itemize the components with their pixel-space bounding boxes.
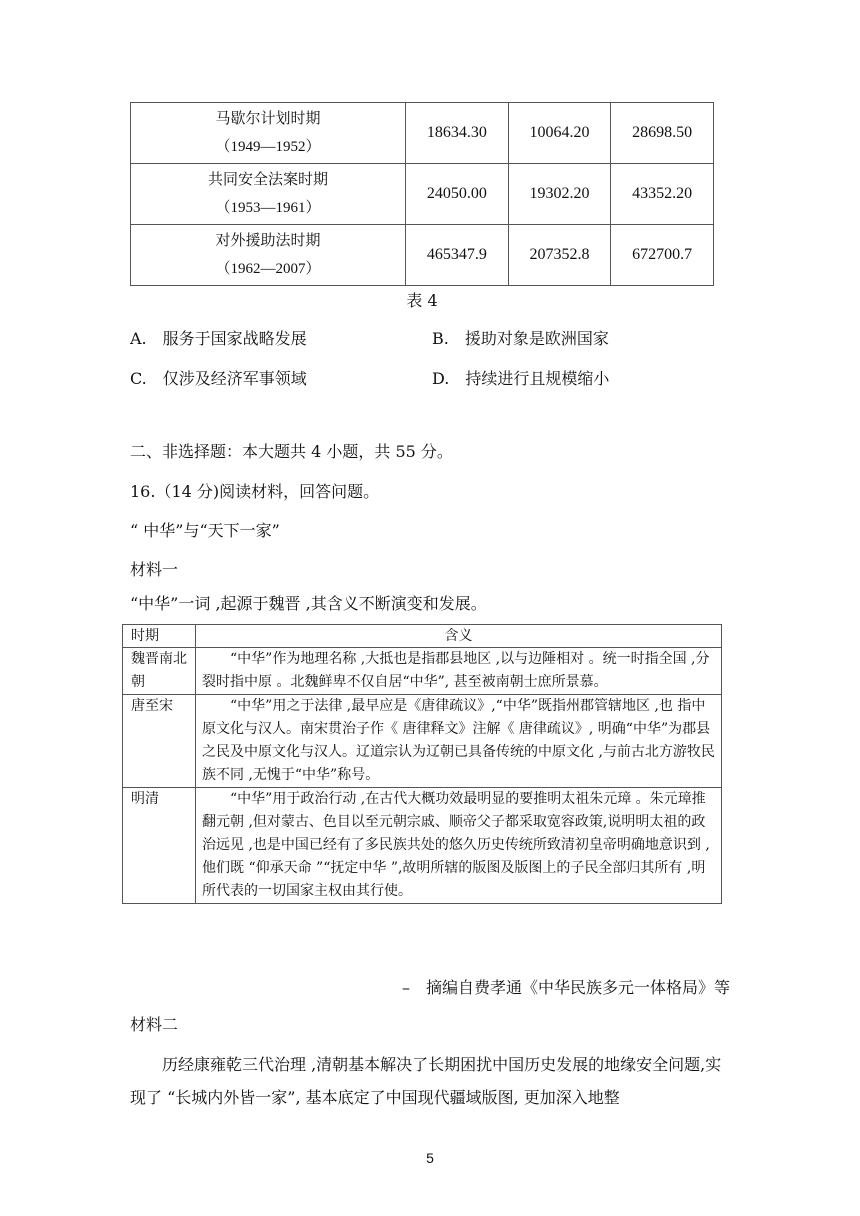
value-cell: 10064.20	[508, 103, 611, 164]
source-note: – 摘编自费孝通《中华民族多元一体格局》等	[401, 978, 730, 997]
period-years: （1962—2007）	[215, 261, 321, 277]
meaning-table-row	[123, 695, 722, 788]
period-cell: 唐至宋	[123, 695, 196, 788]
period-name: 共同安全法案时期	[208, 170, 329, 188]
value-cell: 207352.8	[508, 225, 611, 286]
material-2-text: 历经康雍乾三代治理 ,清朝基本解决了长期困扰中国历史发展的地缘安全问题,实现了 “长城内外皆一家”, 基本底定了中国现代疆域版图, 更加深入地整	[130, 1055, 722, 1107]
meaning-cell	[196, 648, 722, 695]
aid-table-row	[131, 225, 714, 286]
header-period: 时期	[123, 625, 196, 648]
period-name-cell	[131, 103, 406, 164]
value-cell: 672700.7	[611, 225, 714, 286]
option-b: B. 援助对象是欧洲国家	[432, 329, 609, 348]
option-d: D. 持续进行且规模缩小	[432, 369, 610, 388]
page-number: 5	[426, 1150, 434, 1166]
option-c: C. 仅涉及经济军事领域	[130, 369, 307, 388]
zhonghua-meaning-table	[122, 624, 722, 904]
period-years: （1953—1961）	[215, 200, 321, 216]
header-meaning: 含义	[196, 625, 722, 648]
question-16-title: “ 中华”与“天下一家”	[130, 521, 280, 540]
period-cell: 明清	[123, 788, 196, 904]
meaning-cell	[196, 695, 722, 788]
period-name-cell	[131, 164, 406, 225]
aid-table-row	[131, 103, 714, 164]
material-1-intro: “中华”一词 ,起源于魏晋 ,其含义不断演变和发展。	[130, 594, 487, 613]
table-caption: 表 4	[406, 291, 438, 310]
aid-table-row	[131, 164, 714, 225]
material-2-label: 材料二	[130, 1015, 179, 1034]
value-cell: 43352.20	[611, 164, 714, 225]
meaning-table-row	[123, 788, 722, 904]
period-years: （1949—1952）	[215, 139, 321, 155]
meaning-text: “中华”作为地理名称 ,大抵也是指郡县地区 ,以与边陲相对 。统一时指全国 ,分裂时指中原 。北魏鲜卑不仅自居“中华”, 甚至被南朝士庶所景慕。	[202, 651, 710, 690]
question-16-stem: 16.（14 分)阅读材料，回答问题。	[130, 482, 380, 501]
material-1-label: 材料一	[130, 560, 179, 579]
period-name-cell	[131, 225, 406, 286]
meaning-text: “中华”用之于法律 ,最早应是《唐律疏议》,“中华”既指州郡管辖地区 ,也 指中原文化与汉人。南宋贯治子作《 唐律释文》注解《 唐律疏议》, 明确“中华”为郡县之民及中原文化与汉人。辽道宗认为辽朝已具备传统的中原文化 ,与前古北方游牧民族不同 ,无愧于“中华”称号。	[202, 698, 715, 783]
value-cell: 28698.50	[611, 103, 714, 164]
period-name: 对外援助法时期	[215, 231, 321, 249]
option-a: A. 服务于国家战略发展	[130, 329, 307, 348]
period-name: 马歇尔计划时期	[215, 109, 321, 127]
section-heading: 二、非选择题：本大题共 4 小题，共 55 分。	[130, 442, 453, 461]
meaning-table-row	[123, 648, 722, 695]
aid-data-table	[130, 102, 714, 286]
period-cell: 魏晋南北朝	[123, 648, 196, 695]
value-cell: 19302.20	[508, 164, 611, 225]
value-cell: 465347.9	[406, 225, 509, 286]
meaning-cell	[196, 788, 722, 904]
value-cell: 24050.00	[406, 164, 509, 225]
meaning-text: “中华”用于政治行动 ,在古代大概功效最明显的要推明太祖朱元璋 。朱元璋推翻元朝 ,但对蒙古、色目以至元朝宗戚、顺帝父子都采取宽容政策,说明明太祖的政治远见 ,也是中国已经有了多民族共处的悠久历史传统所致清初皇帝明确地意识到 ,他们既 “仰承天命 ”“抚定中华 ”,故明所辖的版图及版图上的子民全部归其所有 ,明所代表的一切国家主权由其行使。	[202, 791, 710, 899]
value-cell: 18634.30	[406, 103, 509, 164]
